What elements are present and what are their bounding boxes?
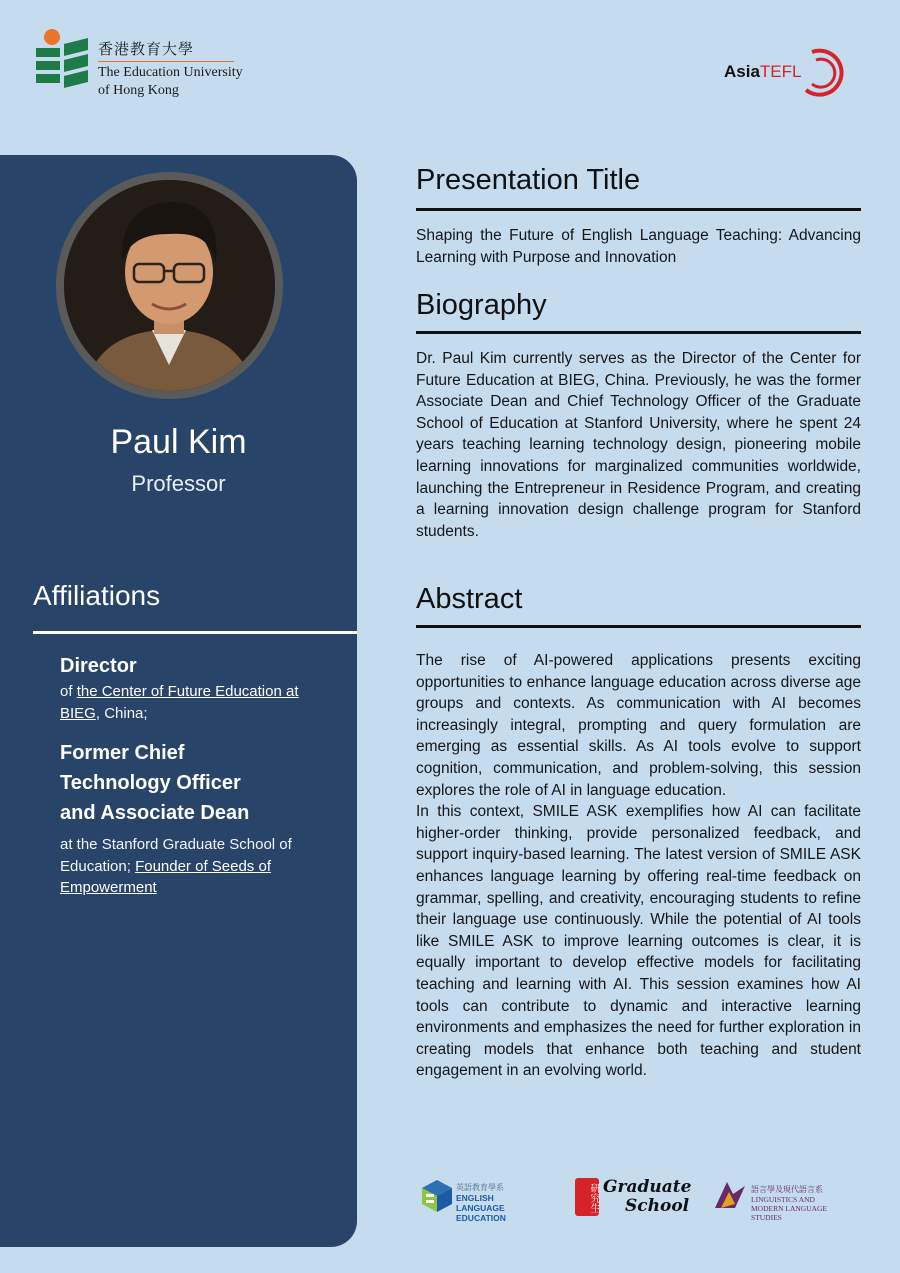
abstract-body <box>416 650 861 1082</box>
seeds-of-empowerment-link[interactable]: Founder of Seeds of Empowerment <box>60 857 271 896</box>
abstract-heading: Abstract <box>416 583 523 615</box>
ele-english-line2: EDUCATION <box>456 1213 506 1223</box>
speaker-name: Paul Kim <box>110 423 247 461</box>
school-word: School <box>625 1196 690 1216</box>
tefl-word: TEFL <box>759 62 802 81</box>
abstract-paragraph-2: In this context, SMILE ASK exemplifies how AI can facilitate higher-order thinking, provide personalized feedback, and support inquiry-based learning. The latest version of SMILE ASK enhances language learning by offering real-time feedback on grammar, spelling, and creativity, encouraging students to refine their language use continuously. While the potential of AI tools like SMILE ASK to improve learning outcomes is clear, it is equally important to develop effective models for facilitating teaching and learning with AI. This session examines how AI tools can contribute to dynamic and interactive learning environments and emphasizes the need for further exploration in creating models that enhance both teaching and student engagement in an evolving world. <box>416 803 861 1080</box>
portrait-illustration-icon <box>64 180 275 391</box>
affiliation-detail-stanford <box>60 834 330 899</box>
presentation-divider <box>416 208 861 211</box>
affiliation-prefix: of <box>60 683 77 700</box>
affiliation-role-director: Director <box>60 655 137 677</box>
linguistics-english-line2: MODERN LANGUAGE STUDIES <box>751 1204 828 1222</box>
ele-english-line1: ENGLISH LANGUAGE <box>456 1193 505 1213</box>
speaker-photo <box>64 180 275 391</box>
graduate-school-logo <box>575 1176 692 1218</box>
presentation-title-heading: Presentation Title <box>416 164 641 196</box>
asiatefl-logo <box>722 46 848 98</box>
abstract-paragraph-1: The rise of AI-powered applications presents exciting opportunities to enhance language education across diverse age groups and contexts. As communication with AI becomes increasingly integral, prompting and query formulation are emerging as essential skills. As AI tools evolve to support cognition, communication, and problem-solving, this session explores the role of AI in language education. <box>416 652 861 799</box>
linguistics-emblem-icon <box>713 1180 747 1210</box>
affiliations-divider <box>33 631 357 634</box>
ele-cube-icon <box>420 1178 454 1214</box>
speaker-panel <box>0 155 357 1247</box>
graduate-word: Graduate <box>603 1177 692 1197</box>
linguistics-logo <box>713 1176 853 1222</box>
english-language-education-logo <box>420 1176 540 1223</box>
affiliation-suffix: , China; <box>95 704 148 722</box>
linguistics-english-line1: LINGUISTICS AND <box>751 1195 815 1204</box>
affiliation-detail-director <box>60 681 330 724</box>
graduate-seal-icon: 研究生 <box>575 1178 599 1216</box>
eduhk-english-name-line1: The Education University <box>98 65 243 80</box>
affiliation-role-former-cto-line1: Former Chief <box>60 742 185 764</box>
affiliation-role-former-cto-line3: and Associate Dean <box>60 802 250 824</box>
biography-text: Dr. Paul Kim currently serves as the Director of the Center for Future Education at BIEG, China. Previously, he was the former Associate Dean and Chief Technology Officer of the Graduate School of Education at Stanford University, where he spent 24 years teaching learning technology design, pioneering mobile learning innovations for marginalized communities worldwide, launching the Entrepreneur in Residence Program, and creating a learning innovation design challenge program for Stanford students. <box>416 350 861 540</box>
speaker-role: Professor <box>131 471 226 496</box>
ele-chinese-name: 英語教育學系 <box>456 1183 504 1192</box>
affiliations-list <box>60 651 330 899</box>
center-future-education-link[interactable]: the Center of Future Education at BIEG <box>60 683 299 722</box>
speaker-photo-frame <box>56 172 283 399</box>
eduhk-english-name-line2: of Hong Kong <box>98 83 179 98</box>
eduhk-chinese-name: 香港教育大學 <box>98 38 234 62</box>
affiliations-heading: Affiliations <box>33 580 161 611</box>
affiliation-role-former-cto-line2: Technology Officer <box>60 772 241 794</box>
eduhk-logo <box>36 28 246 98</box>
biography-divider <box>416 331 861 334</box>
affiliation-stanford-text: at the Stanford Graduate School of Education; <box>60 836 292 875</box>
eduhk-emblem-icon <box>36 28 92 92</box>
linguistics-chinese-name: 語言學及現代語言系 <box>751 1185 823 1194</box>
asia-word: Asia <box>724 62 760 81</box>
biography-heading: Biography <box>416 289 547 321</box>
presentation-title-text: Shaping the Future of English Language Teaching: Advancing Learning with Purpose and Innovation <box>416 227 861 266</box>
abstract-divider <box>416 625 861 628</box>
